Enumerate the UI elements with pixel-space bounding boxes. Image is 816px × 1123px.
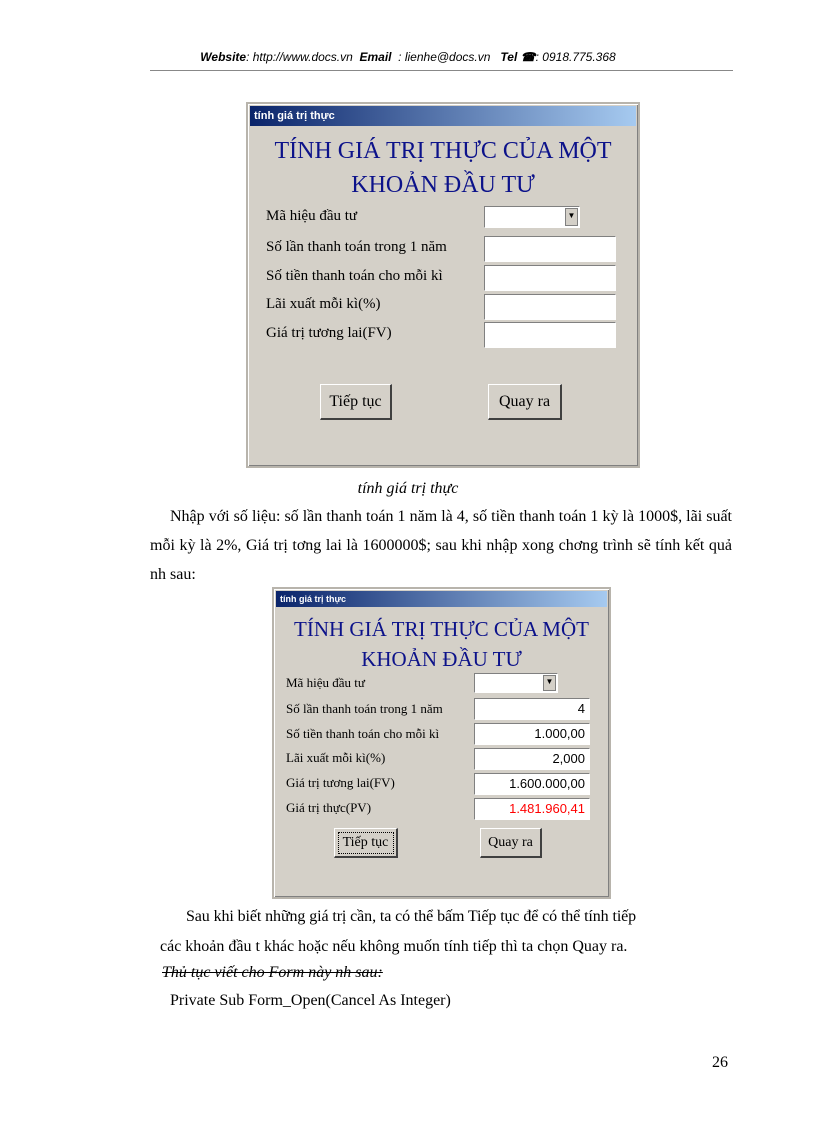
header-divider xyxy=(150,70,733,71)
future-value-input[interactable] xyxy=(484,322,616,348)
email-value: : lienhe@docs.vn xyxy=(398,50,491,64)
interest-rate-input[interactable] xyxy=(484,294,616,320)
figure-caption: tính giá trị thực xyxy=(357,480,459,497)
form-screenshot-filled xyxy=(272,587,611,899)
form-heading-line2: KHOẢN ĐẦU TƯ xyxy=(351,172,535,198)
future-value-input[interactable]: 1.600.000,00 xyxy=(474,773,590,795)
form-heading-line2: KHOẢN ĐẦU TƯ xyxy=(361,647,522,671)
intro-text: Nhập với số liệu: số lần thanh toán 1 năm là 4, số tiền thanh toán 1 kỳ là 1000$, lãi suất mỗi kỳ là 2%, Giá trị tơng lai là 1600000$; sau khi nhập xong chơng trình sẽ tính kết quả nh sau: xyxy=(150,508,732,583)
tel-label: Tel xyxy=(500,50,518,64)
code-line: Private Sub Form_Open(Cancel As Integer) xyxy=(170,992,451,1009)
chevron-down-icon[interactable]: ▼ xyxy=(565,208,578,226)
label-payment-amount: Số tiền thanh toán cho mỗi kì xyxy=(286,726,440,741)
window-title: tính giá trị thực xyxy=(276,591,607,607)
label-future-value: Giá trị tương lai(FV) xyxy=(266,325,392,341)
investment-code-select[interactable] xyxy=(484,206,580,228)
exit-button[interactable]: Quay ra xyxy=(488,384,562,420)
window-title: tính giá trị thực xyxy=(250,106,636,126)
present-value-output: 1.481.960,41 xyxy=(474,798,590,820)
continue-button[interactable]: Tiếp tục xyxy=(320,384,392,420)
form-heading-line1: TÍNH GIÁ TRỊ THỰC CỦA MỘT xyxy=(274,138,612,164)
label-payment-amount: Số tiền thanh toán cho mỗi kì xyxy=(266,268,443,284)
interest-rate-input[interactable]: 2,000 xyxy=(474,748,590,770)
email-label: Email xyxy=(359,50,392,64)
tel-value: : 0918.775.368 xyxy=(535,50,616,64)
label-present-value: Giá trị thực(PV) xyxy=(286,800,372,815)
after-paragraph-line2: các khoản đầu t khác hoặc nếu không muốn tính tiếp thì ta chọn Quay ra. xyxy=(160,938,628,955)
payments-per-year-input[interactable] xyxy=(484,236,616,262)
form-screenshot-empty xyxy=(246,102,640,468)
after-paragraph-line1: Sau khi biết những giá trị cần, ta có thể bấm Tiếp tục để có thể tính tiếp xyxy=(186,908,637,925)
continue-button[interactable]: Tiếp tục xyxy=(334,828,398,858)
form-heading-line1: TÍNH GIÁ TRỊ THỰC CỦA MỘT xyxy=(294,617,589,641)
procedure-heading: Thủ tục viết cho Form này nh sau: xyxy=(162,964,383,981)
page-header xyxy=(0,50,816,64)
exit-button[interactable]: Quay ra xyxy=(480,828,542,858)
label-investment-code: Mã hiệu đầu tư xyxy=(286,675,365,690)
label-interest-rate: Lãi xuất mỗi kì(%) xyxy=(286,750,386,765)
label-payments-per-year: Số lần thanh toán trong 1 năm xyxy=(286,701,443,716)
label-investment-code: Mã hiệu đầu tư xyxy=(266,208,358,224)
phone-icon: ☎ xyxy=(520,50,536,64)
payment-amount-input[interactable]: 1.000,00 xyxy=(474,723,590,745)
investment-code-select[interactable] xyxy=(474,673,558,693)
payment-amount-input[interactable] xyxy=(484,265,616,291)
label-interest-rate: Lãi xuất mỗi kì(%) xyxy=(266,296,381,312)
intro-paragraph xyxy=(150,502,732,589)
website-value: : http://www.docs.vn xyxy=(246,50,353,64)
label-payments-per-year: Số lần thanh toán trong 1 năm xyxy=(266,239,447,255)
website-label: Website xyxy=(200,50,247,64)
page-number: 26 xyxy=(712,1054,728,1071)
payments-per-year-input[interactable]: 4 xyxy=(474,698,590,720)
label-future-value: Giá trị tương lai(FV) xyxy=(286,775,395,790)
chevron-down-icon[interactable]: ▼ xyxy=(543,675,556,691)
